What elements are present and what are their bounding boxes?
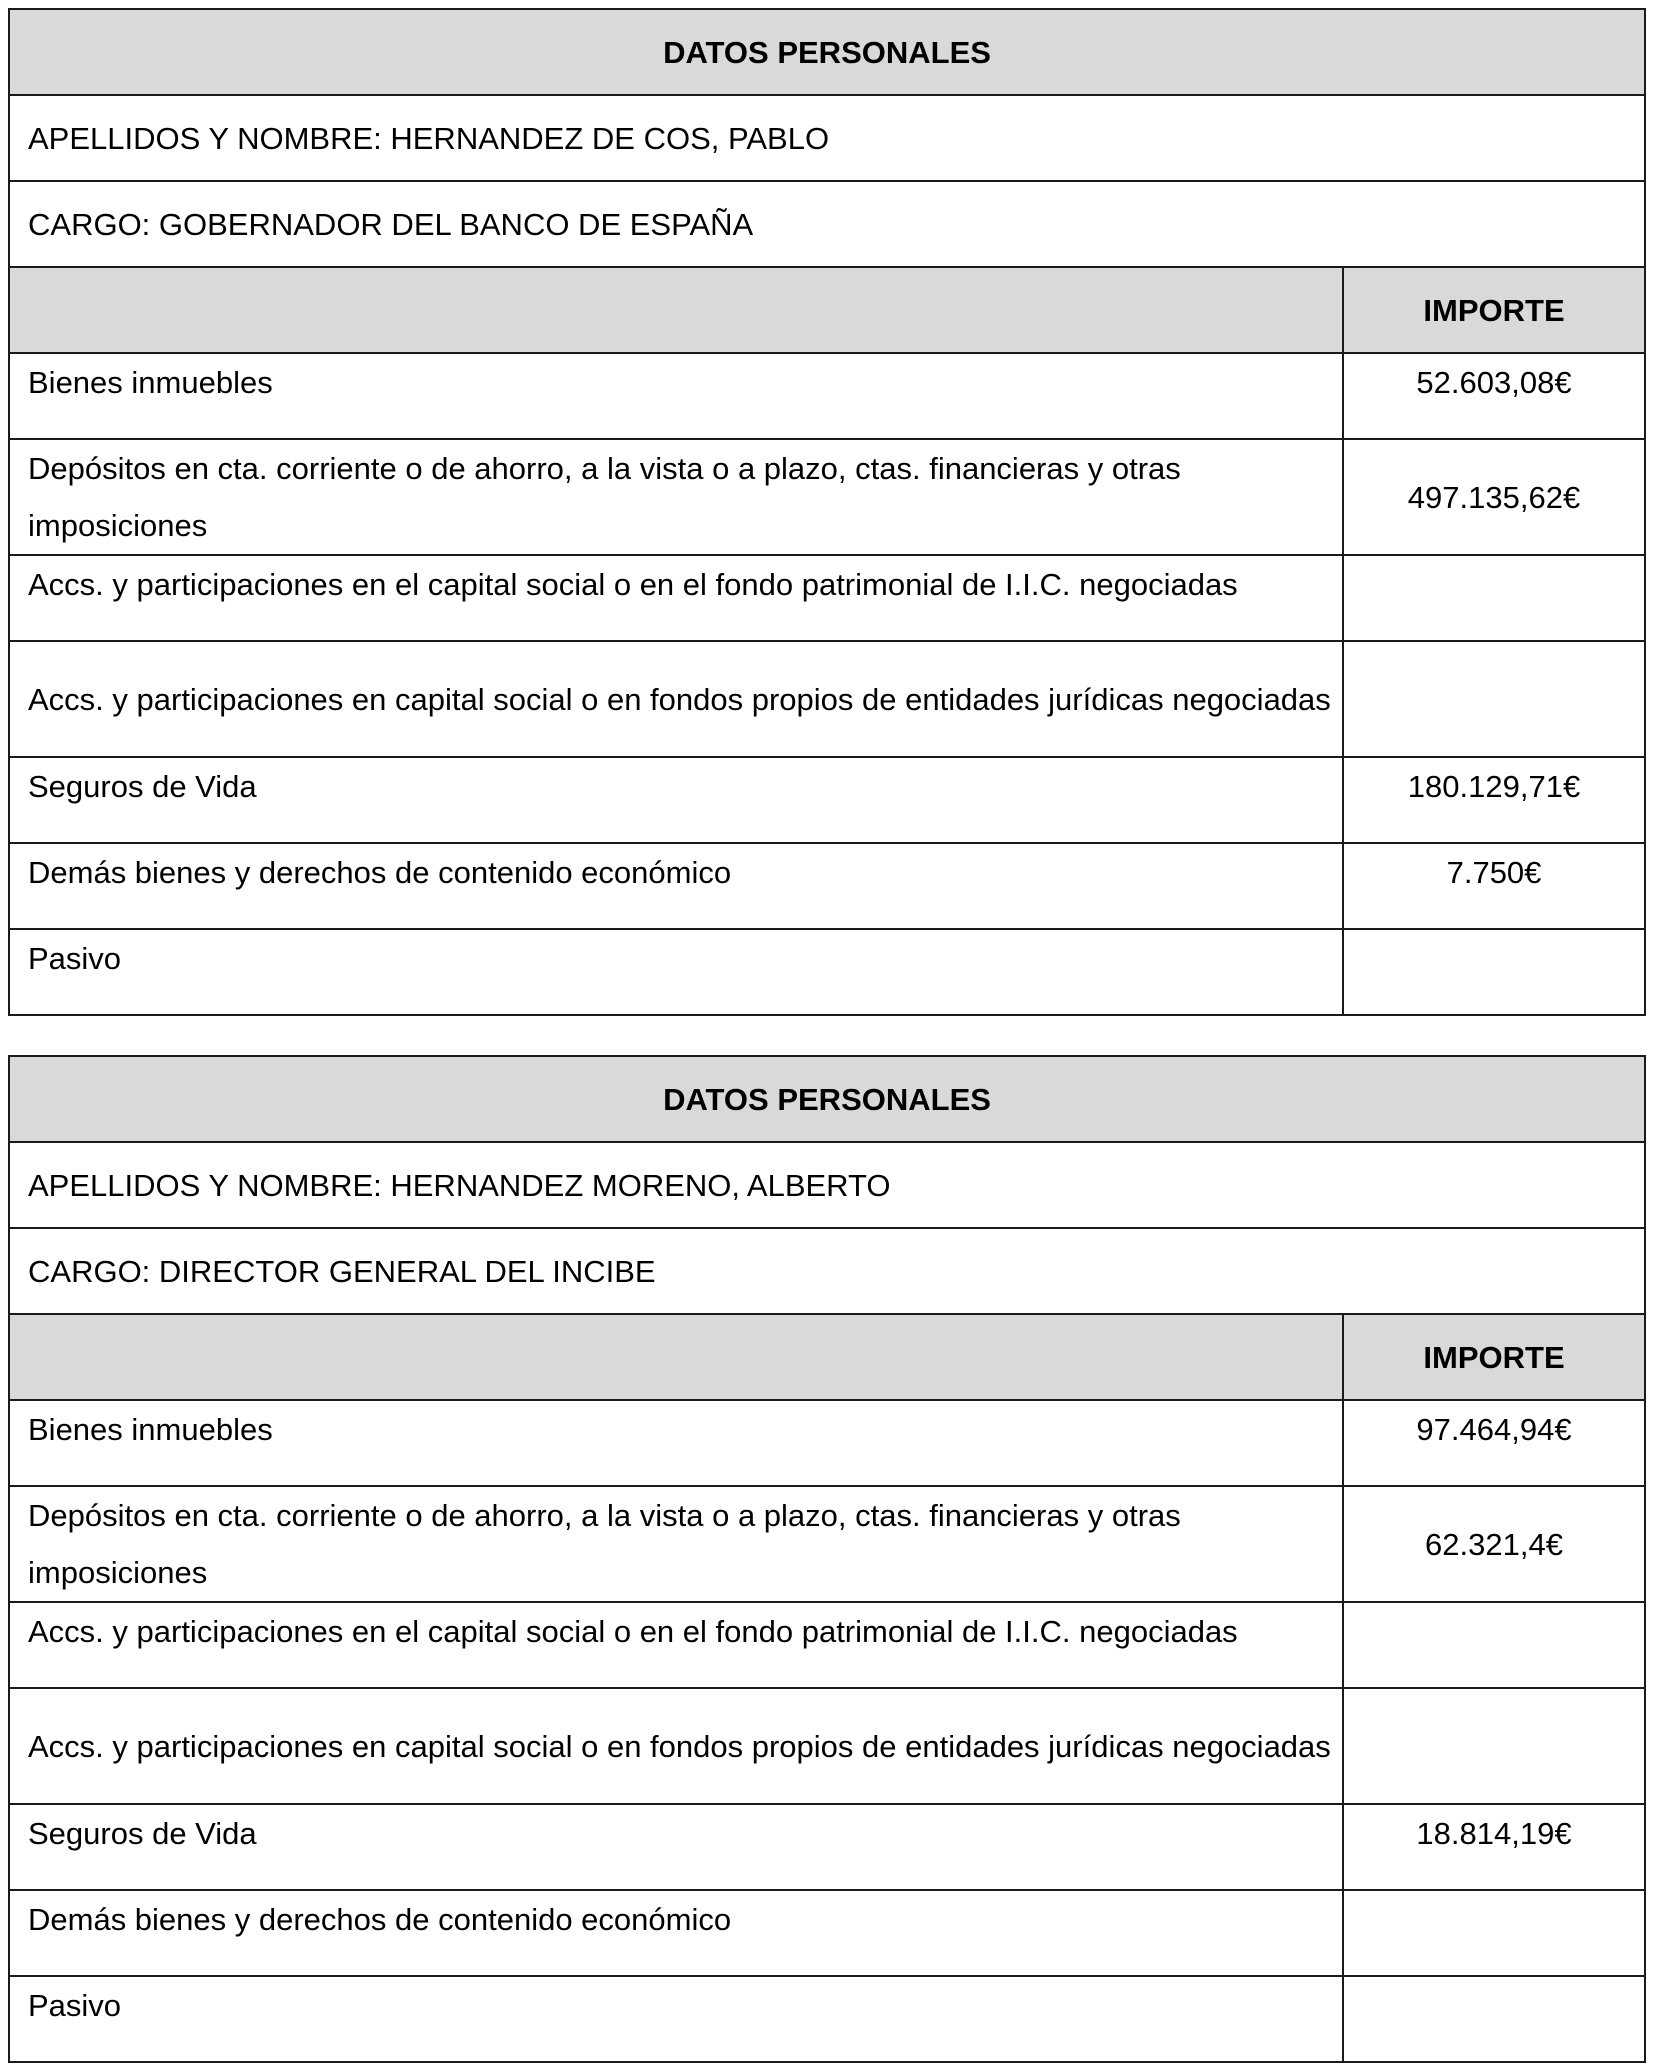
row-amount: 62.321,4€ — [1343, 1486, 1645, 1602]
row-label: Accs. y participaciones en capital social o en fondos propios de entidades jurídicas negociadas — [9, 641, 1343, 757]
declaration-table — [8, 8, 1646, 1016]
concept-header-cell — [9, 1314, 1343, 1400]
row-label: Pasivo — [9, 1976, 1343, 2062]
row-label: Demás bienes y derechos de contenido económico — [9, 843, 1343, 929]
row-amount — [1343, 1688, 1645, 1804]
concept-header-cell — [9, 267, 1343, 353]
row-amount — [1343, 1890, 1645, 1976]
cargo-field: CARGO: GOBERNADOR DEL BANCO DE ESPAÑA — [9, 181, 1645, 267]
table-row — [9, 843, 1645, 929]
table-header-row — [9, 9, 1645, 95]
name-field: APELLIDOS Y NOMBRE: HERNANDEZ DE COS, PABLO — [9, 95, 1645, 181]
row-label: Bienes inmuebles — [9, 353, 1343, 439]
row-amount: 97.464,94€ — [1343, 1400, 1645, 1486]
row-label: Bienes inmuebles — [9, 1400, 1343, 1486]
table-row — [9, 929, 1645, 1015]
row-amount — [1343, 1602, 1645, 1688]
row-label: Demás bienes y derechos de contenido económico — [9, 1890, 1343, 1976]
row-label: Seguros de Vida — [9, 1804, 1343, 1890]
row-label: Accs. y participaciones en el capital social o en el fondo patrimonial de I.I.C. negociadas — [9, 1602, 1343, 1688]
row-label: Accs. y participaciones en capital social o en fondos propios de entidades jurídicas negociadas — [9, 1688, 1343, 1804]
row-amount — [1343, 555, 1645, 641]
cargo-row — [9, 181, 1645, 267]
amount-header: IMPORTE — [1343, 1314, 1645, 1400]
cargo-field: CARGO: DIRECTOR GENERAL DEL INCIBE — [9, 1228, 1645, 1314]
table-row — [9, 1602, 1645, 1688]
table-row — [9, 757, 1645, 843]
table-row — [9, 1486, 1645, 1602]
amount-header: IMPORTE — [1343, 267, 1645, 353]
row-label: Pasivo — [9, 929, 1343, 1015]
row-amount — [1343, 641, 1645, 757]
row-amount — [1343, 929, 1645, 1015]
row-amount: 7.750€ — [1343, 843, 1645, 929]
row-label: Depósitos en cta. corriente o de ahorro, a la vista o a plazo, ctas. financieras y otras imposiciones — [9, 439, 1343, 555]
row-label: Accs. y participaciones en el capital social o en el fondo patrimonial de I.I.C. negociadas — [9, 555, 1343, 641]
table-row — [9, 641, 1645, 757]
table-row — [9, 555, 1645, 641]
column-header-row — [9, 267, 1645, 353]
table-header-row — [9, 1056, 1645, 1142]
declaration-table — [8, 1055, 1646, 2063]
row-amount: 180.129,71€ — [1343, 757, 1645, 843]
row-amount: 497.135,62€ — [1343, 439, 1645, 555]
row-label: Depósitos en cta. corriente o de ahorro, a la vista o a plazo, ctas. financieras y otras imposiciones — [9, 1486, 1343, 1602]
table-row — [9, 1890, 1645, 1976]
table-row — [9, 1400, 1645, 1486]
table-row — [9, 1976, 1645, 2062]
name-row — [9, 1142, 1645, 1228]
table-row — [9, 1688, 1645, 1804]
name-field: APELLIDOS Y NOMBRE: HERNANDEZ MORENO, ALBERTO — [9, 1142, 1645, 1228]
column-header-row — [9, 1314, 1645, 1400]
row-amount: 18.814,19€ — [1343, 1804, 1645, 1890]
table-row — [9, 439, 1645, 555]
name-row — [9, 95, 1645, 181]
section-title: DATOS PERSONALES — [9, 9, 1645, 95]
table-row — [9, 1804, 1645, 1890]
row-amount — [1343, 1976, 1645, 2062]
table-row — [9, 353, 1645, 439]
cargo-row — [9, 1228, 1645, 1314]
row-amount: 52.603,08€ — [1343, 353, 1645, 439]
section-title: DATOS PERSONALES — [9, 1056, 1645, 1142]
row-label: Seguros de Vida — [9, 757, 1343, 843]
